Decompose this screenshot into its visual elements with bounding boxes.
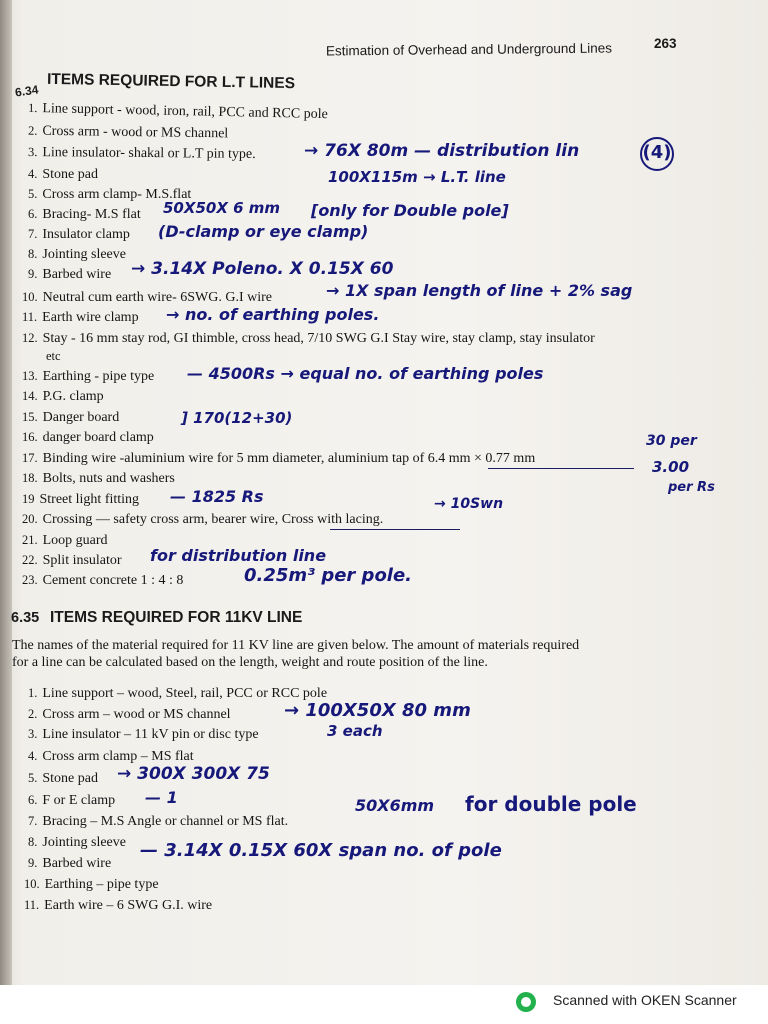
section-title: ITEMS REQUIRED FOR 11KV LINE bbox=[50, 609, 303, 626]
list-item: 3. Line insulator- shakal or L.T pin type. bbox=[27, 145, 256, 162]
list-item: 11. Earth wire – 6 SWG G.I. wire bbox=[24, 898, 213, 913]
scanner-logo-icon bbox=[516, 992, 536, 1012]
scanner-text: Scanned with OKEN Scanner bbox=[553, 992, 737, 1008]
handwritten-note: 3 each bbox=[327, 722, 383, 740]
handwritten-note: ] 170(12+30) bbox=[181, 409, 293, 427]
handwritten-note: → 300X 300X 75 bbox=[117, 764, 270, 784]
list-item: 10. Neutral cum earth wire- 6SWG. G.I wire bbox=[22, 290, 272, 305]
list-item: 5. Cross arm clamp- M.S.flat bbox=[28, 187, 192, 202]
handwritten-note: 100X115m → L.T. line bbox=[328, 168, 506, 186]
list-item: 22. Split insulator bbox=[22, 553, 122, 568]
list-item: 4. Cross arm clamp – MS flat bbox=[28, 749, 194, 764]
list-item: 19 Street light fitting bbox=[22, 492, 140, 507]
handwritten-note: 30 per bbox=[646, 433, 697, 449]
handwritten-note: — 4500Rs → equal no. of earthing poles bbox=[187, 364, 544, 383]
list-item: 3. Line insulator – 11 kV pin or disc type bbox=[28, 727, 259, 742]
list-item: 2. Cross arm - wood or MS channel bbox=[27, 123, 229, 142]
list-item: 8. Jointing sleeve bbox=[28, 247, 126, 262]
list-item: 20. Crossing — safety cross arm, bearer wire, Cross with lacing. bbox=[22, 512, 384, 527]
page-number: 263 bbox=[654, 36, 677, 51]
handwritten-note: (4) bbox=[640, 137, 674, 171]
section-number: 6.35 bbox=[11, 610, 40, 626]
list-item: 9. Barbed wire bbox=[28, 267, 112, 282]
book-binding-shadow bbox=[0, 0, 12, 985]
list-item: 10. Earthing – pipe type bbox=[24, 877, 159, 892]
intro-paragraph-line: for a line can be calculated based on the length, weight and route position of the line. bbox=[12, 655, 488, 670]
handwritten-note: → no. of earthing poles. bbox=[166, 305, 380, 324]
handwritten-note: → 10Swn bbox=[434, 496, 504, 512]
handwritten-note: 3.00 bbox=[652, 458, 690, 476]
section-number: 6.34 bbox=[14, 82, 40, 100]
list-item: 18. Bolts, nuts and washers bbox=[22, 471, 175, 486]
running-title: Estimation of Overhead and Underground Lines bbox=[325, 40, 613, 59]
handwritten-note: for double pole bbox=[465, 792, 637, 816]
handwritten-note: per Rs bbox=[668, 480, 715, 495]
list-item: 1. Line support – wood, Steel, rail, PCC or RCC pole bbox=[28, 686, 328, 701]
list-item: 15. Danger board bbox=[22, 410, 120, 425]
list-item: 6. Bracing- M.S flat bbox=[28, 207, 141, 222]
handwritten-note: → 76X 80m — distribution lin bbox=[304, 141, 580, 161]
list-item: 23. Cement concrete 1 : 4 : 8 bbox=[22, 573, 184, 588]
list-item: 13. Earthing - pipe type bbox=[22, 369, 155, 384]
underline-mark bbox=[330, 529, 460, 530]
handwritten-note: 50X50X 6 mm bbox=[163, 199, 281, 217]
list-item: 6. F or E clamp bbox=[28, 793, 116, 808]
scanner-watermark bbox=[516, 990, 766, 1014]
list-item: 5. Stone pad bbox=[28, 771, 98, 786]
handwritten-note: → 1X span length of line + 2% sag bbox=[326, 281, 633, 300]
handwritten-note: — 3.14X 0.15X 60X span no. of pole bbox=[140, 840, 502, 861]
list-item: 2. Cross arm – wood or MS channel bbox=[28, 707, 231, 722]
handwritten-note: for distribution line bbox=[150, 546, 327, 565]
handwritten-note: [only for Double pole] bbox=[311, 201, 509, 220]
list-item: 14. P.G. clamp bbox=[22, 389, 104, 404]
list-item: 11. Earth wire clamp bbox=[22, 310, 139, 325]
handwritten-note: → 100X50X 80 mm bbox=[284, 700, 471, 721]
list-item: 7. Bracing – M.S Angle or channel or MS flat. bbox=[28, 814, 289, 829]
list-item: 7. Insulator clamp bbox=[28, 227, 130, 242]
underline-mark bbox=[488, 468, 634, 469]
list-item: 9. Barbed wire bbox=[28, 856, 112, 871]
list-item: 17. Binding wire -aluminium wire for 5 mm diameter, aluminium tap of 6.4 mm × 0.77 mm bbox=[22, 451, 536, 466]
list-item: 12. Stay - 16 mm stay rod, GI thimble, cross head, 7/10 SWG G.I Stay wire, stay clamp, stay insulator bbox=[22, 331, 595, 346]
intro-paragraph-line: The names of the material required for 11 KV line are given below. The amount of materials required bbox=[12, 638, 580, 653]
section-title: ITEMS REQUIRED FOR L.T LINES bbox=[46, 70, 296, 93]
list-item: 1. Line support - wood, iron, rail, PCC and RCC pole bbox=[27, 100, 328, 123]
handwritten-note: — 1825 Rs bbox=[170, 487, 264, 506]
handwritten-note: → 3.14X Poleno. X 0.15X 60 bbox=[131, 259, 394, 279]
list-item: 4. Stone pad bbox=[28, 167, 98, 182]
handwritten-note: 50X6mm bbox=[355, 796, 435, 815]
handwritten-note: 0.25m³ per pole. bbox=[244, 565, 413, 586]
list-item: 16. danger board clamp bbox=[22, 430, 154, 445]
list-item: 21. Loop guard bbox=[22, 533, 108, 548]
list-item-continuation: etc bbox=[46, 349, 61, 363]
handwritten-note: (D-clamp or eye clamp) bbox=[158, 222, 369, 241]
list-item: 8. Jointing sleeve bbox=[28, 835, 126, 850]
handwritten-note: — 1 bbox=[145, 788, 178, 807]
